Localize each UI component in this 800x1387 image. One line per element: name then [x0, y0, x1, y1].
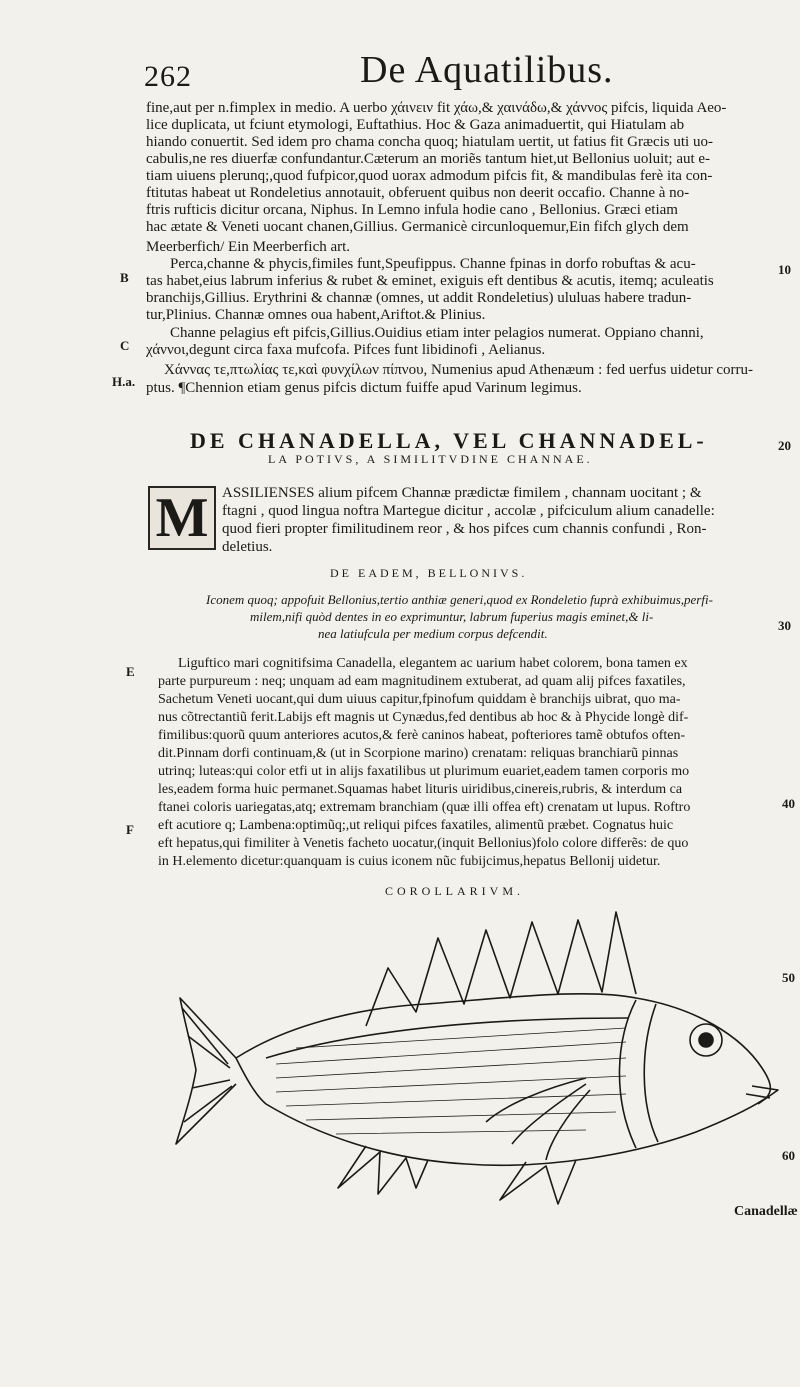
- text-line: tiam uiuens plerunq;,quod fufpicor,quod uorax admodum pifcis fit, & mandibulas ferè ita con-: [146, 168, 713, 184]
- text-line: ptus. ¶Chennion etiam genus pifcis dictum fuiffe apud Varinum legimus.: [146, 380, 582, 396]
- fish-woodcut-illustration: [166, 908, 782, 1210]
- running-title: De Aquatilibus.: [360, 49, 614, 91]
- text-line: Channe pelagius eft pifcis,Gillius.Ouidius etiam inter pelagios numerat. Oppiano channi,: [170, 325, 704, 341]
- text-line: nus cõtrectantiũ ferit.Labijs eft magnis ut Cynædus,fed dentibus ab hoc & à Phycide longè dif-: [158, 710, 689, 725]
- text-line: tas habet,eius labrum inferius & rubet & eminet, exiguis eft dentibus & acutis, itemq; aculeatis: [146, 273, 714, 289]
- anal-fin: [338, 1146, 428, 1194]
- text-line: ftagni , quod lingua noftra Martegue dicitur , accolæ , pifciculum alium canadelle:: [222, 503, 715, 519]
- margin-number: 60: [782, 1148, 795, 1163]
- text-line: lice duplicata, ut fciunt etymologi, Euftathius. Hoc & Gaza animaduertit, qui Hiatulam ab: [146, 117, 685, 133]
- text-line: in H.elemento dicetur:quanquam is cuius iconem nũc fubijcimus,hepatus Bellonij uidetur.: [158, 854, 661, 869]
- lateral-line: [266, 1018, 628, 1058]
- text-line: eft hepatus,qui fimiliter à Venetis facheto uocatur,(inquit Bellonius)folo colore differẽs: de quo: [158, 836, 689, 851]
- text-line: Sachetum Veneti uocant,qui dum uiuus capitur,fpinofum quiddam è branchijs uibrat, quo ma-: [158, 692, 681, 707]
- text-line: quod fieri propter fimilitudinem reor , & hos pifces cum channis confundi , Ron-: [222, 521, 707, 537]
- text-line: χάννοι,degunt circa faxa mufcofa. Pifces funt libidinofi , Aelianus.: [146, 342, 546, 358]
- gill-cover: [619, 1000, 636, 1148]
- fish-mouth: [746, 1086, 778, 1104]
- page-header: [140, 48, 760, 96]
- text-line: branchijs,Gillius. Erythrini & channæ (omnes, ut addit Rondeletius) ululuas habere tradun-: [146, 290, 692, 306]
- italic-line: milem,nifi quòd dentes in eo exprimuntur, labrum fuperius magis eminet,& li-: [250, 609, 654, 624]
- text-line: ftris rufticis dicitur orcana, Niphus. In Lemno infula hodie cano , Bellonius. Græci etiam: [146, 202, 678, 218]
- text-line: eft acutiore q; Lambena:optimũq;,ut reliqui pifces faxatiles, alimentũ præbet. Cognatus huic: [158, 818, 674, 833]
- text-line: fimilibus:quorũ quum anteriores acutos,& ferè caninos habeat, pofteriores tamẽ obtufos often-: [158, 728, 686, 743]
- text-line: hiando conuertit. Sed idem pro chama concha quoq; hiatulam uertit, ut fatius fit Græcis uti uo-: [146, 134, 713, 150]
- margin-letter: C: [120, 338, 130, 353]
- text-line: Χάννας τε,πτωλίας τε,καὶ φυνχίλων πίπνου, Numenius apud Athenæum : fed uerfus uidetur corru-: [164, 362, 753, 378]
- text-line: Meerberfich/ Ein Meerberfich art.: [146, 239, 351, 255]
- text-line: ftanei coloris uariegatas,atq; extremam branchiam (quæ illi offea eft) crenatam ut lupus. Roftro: [158, 800, 691, 815]
- drop-cap: M: [148, 486, 216, 550]
- pectoral-fin: [486, 1078, 590, 1160]
- text-line: deletius.: [222, 539, 273, 555]
- margin-letter: F: [126, 822, 134, 837]
- section-heading: DE CHANADELLA, VEL CHANNADEL-: [190, 428, 708, 453]
- text-line: Perca,channe & phycis,fimiles funt,Speufippus. Channe fpinas in dorfo robuftas & acu-: [170, 256, 696, 272]
- text-line: tur,Plinius. Channæ omnes oua habent,Ariftot.& Plinius.: [146, 307, 486, 323]
- text-line: les,eadem forma huic permanet.Squamas habet lituris uiridibus,cinereis,rubris, & interdum ca: [158, 782, 683, 797]
- text-line: parte purpureum : neq; unquam ad eam magnitudinem extuberat, ad quam alij pifces faxatiles,: [158, 674, 686, 689]
- text-line: dit.Pinnam dorfi continuam,& (ut in Scorpione marino) crenatam: reliquas branchiarũ pinnas: [158, 746, 679, 761]
- italic-line: Iconem quoq; appofuit Bellonius,tertio anthiæ generi,quod ex Rondeletio fuprà exhibuimus,perfi-: [206, 592, 713, 607]
- italic-line: nea latiufcula per medium corpus defcendit.: [318, 626, 548, 641]
- text-line: ftitutas habeat ut Rondeletius annotauit, obferuent quibus non deerit occafio. Channe à no-: [146, 185, 690, 201]
- margin-number: 20: [778, 438, 791, 453]
- page-number: 262: [144, 60, 192, 93]
- pelvic-fin: [500, 1160, 576, 1204]
- margin-letter: E: [126, 664, 135, 679]
- dorsal-fin: [366, 912, 636, 1026]
- text-line: hac ætate & Veneti uocant chanen,Gillius. Germanicè circunloquemur,Ein fifch glych dem: [146, 219, 689, 235]
- text-line: fine,aut per n.fimplex in medio. A uerbo χάινειν fit χάω,& χαινάδω,& χάννος pifcis, liquida Aeo-: [146, 100, 727, 116]
- text-line: utrinq; luteas:qui color etfi ut in alijs faxatilibus ut plurimum euariet,eadem tamen corporis mo: [158, 764, 690, 779]
- margin-number: 40: [782, 796, 795, 811]
- corollarium-heading: COROLLARIVM.: [385, 884, 525, 898]
- margin-letter: B: [120, 270, 129, 285]
- margin-number: 50: [782, 970, 795, 985]
- section-subheading: LA POTIVS, A SIMILITVDINE CHANNAE.: [268, 452, 593, 466]
- author-subheading: DE EADEM, BELLONIVS.: [330, 566, 528, 580]
- text-line: ASSILIENSES alium pifcem Channæ prædictæ fimilem , channam uocitant ; &: [222, 485, 702, 501]
- text-line: Liguftico mari cognitifsima Canadella, elegantem ac uarium habet colorem, bona tamen ex: [178, 656, 688, 671]
- margin-number: 30: [778, 618, 791, 633]
- margin-letter: H.a.: [112, 374, 136, 389]
- figure-caption: Canadellæ: [734, 1204, 798, 1219]
- text-line: cabulis,ne res diuerfæ confundantur.Cæterum an moriẽs tantum hiet,ut Bellonius uoluit; aut e-: [146, 151, 711, 167]
- margin-number: 10: [778, 262, 791, 277]
- fish-body: [236, 994, 770, 1166]
